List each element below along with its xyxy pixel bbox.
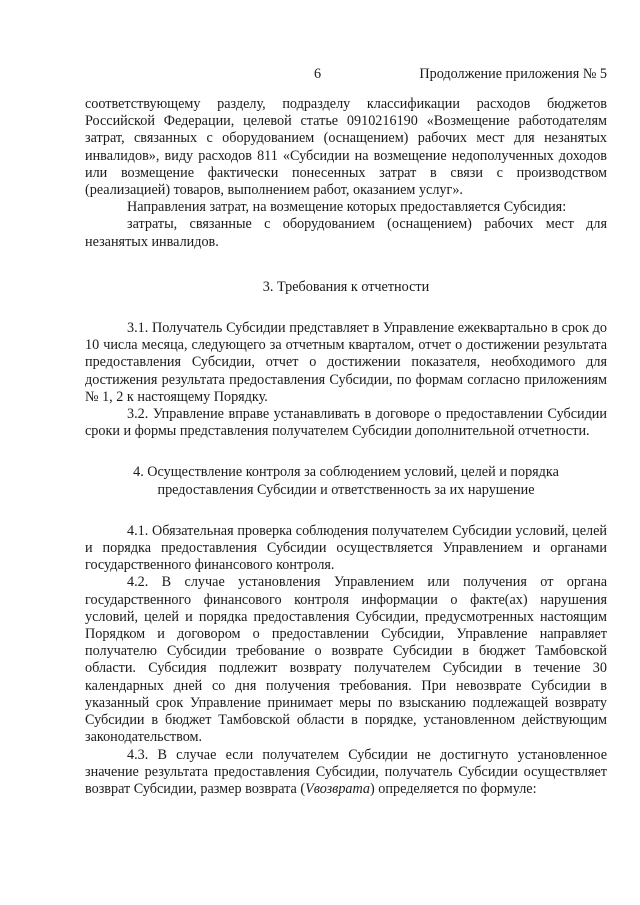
paragraph-4-3: [85, 747, 607, 799]
paragraph-4-3-text-start: 4.3. В случае если получателем Субсидии не достигнуто установленное значение результата предоставления Субсидии, получатель Субсидии осуществляет возврат Субсидии, размер возврата (: [85, 746, 607, 797]
paragraph-expense-item: затраты, связанные с оборудованием (оснащением) рабочих мест для незанятых инвалидов.: [85, 216, 607, 250]
paragraph-budget-classification: соответствующему разделу, подразделу классификации расходов бюджетов Российской Федерации, целевой статье 0910216190 «Возмещение работодателям затрат, связанных с оборудованием (оснащением) рабочих мест для незанятых инвалидов», виду расходов 811 «Субсидии на возмещение недополученных доходов или возмещение фактически понесенных затрат в связи с производством (реализацией) товаров, выполнением работ, оказанием услуг».: [85, 96, 607, 199]
section-4-heading-line-2: предоставления Субсидии и ответственность за их нарушение: [157, 481, 535, 498]
refund-amount-variable: Vвозврата: [305, 780, 371, 797]
paragraph-expense-directions: Направления затрат, на возмещение которых предоставляется Субсидия:: [127, 199, 567, 216]
page-header: [0, 66, 640, 84]
paragraph-4-2: 4.2. В случае установления Управлением или получения от органа государственного финансового контроля информации о факте(ах) нарушения условий, целей и порядка предоставления Субсидии, предусмотренных настоящим Порядком и договором о предоставлении Субсидии, Управление направляет получателю Субсидии требование о возврате Субсидии в бюджет Тамбовской области. Субсидия подлежит возврату получателем Субсидии в течение 30 календарных дней со дня получения требования. При невозврате Субсидии в указанный срок Управление принимает меры по взысканию подлежащей возврату Субсидии в бюджет Тамбовской области в порядке, установленном действующим законодательством.: [85, 574, 607, 746]
page-number: 6: [314, 66, 322, 82]
paragraph-3-1: 3.1. Получатель Субсидии представляет в Управление ежеквартально в срок до 10 числа месяца, следующего за отчетным кварталом, отчет о достижении результата предоставления Субсидии, отчет о достижении показателя, необходимого для достижения результата предоставления Субсидии, по формам согласно приложениям № 1, 2 к настоящему Порядку.: [85, 320, 607, 405]
appendix-continuation-note: Продолжение приложения № 5: [419, 66, 607, 82]
paragraph-4-3-text-end: ) определяется по формуле:: [370, 780, 537, 797]
section-4-heading-line-1: 4. Осуществление контроля за соблюдением условий, целей и порядка: [133, 464, 559, 481]
paragraph-4-1: 4.1. Обязательная проверка соблюдения получателем Субсидии условий, целей и порядка предоставления Субсидии осуществляется Управлением и органами государственного финансового контроля.: [85, 522, 607, 574]
paragraph-3-2: 3.2. Управление вправе устанавливать в договоре о предоставлении Субсидии сроки и формы представления получателем Субсидии дополнительной отчетности.: [85, 406, 607, 440]
section-3-heading: 3. Требования к отчетности: [262, 278, 430, 295]
document-body: [85, 96, 607, 798]
